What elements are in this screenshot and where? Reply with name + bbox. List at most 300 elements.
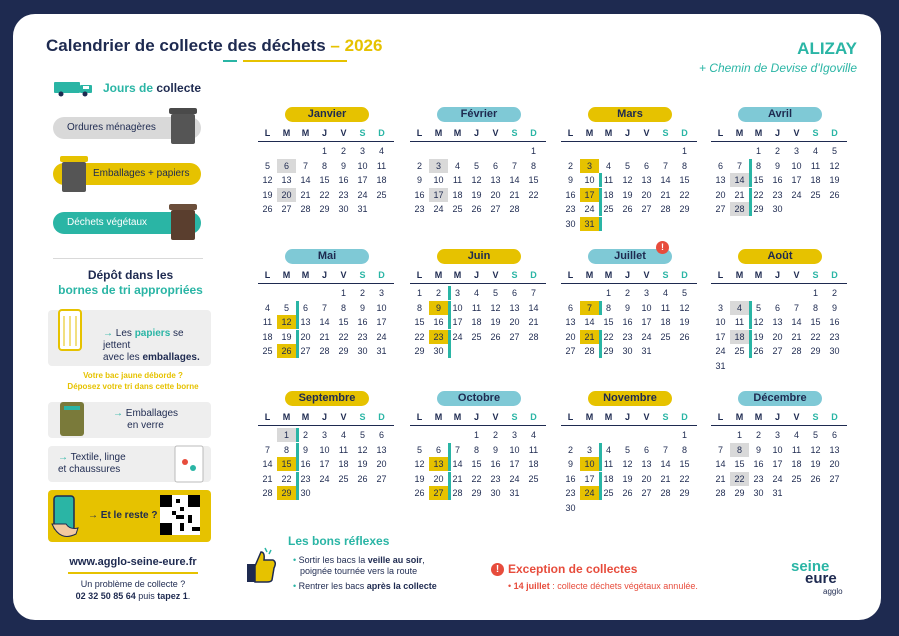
calendar-day: 11 [734, 317, 745, 327]
weekday-header: S [511, 128, 518, 138]
calendar-day: 25 [376, 189, 387, 200]
divider [53, 258, 203, 259]
calendar-day: 5 [624, 160, 630, 171]
calendar-day: 22 [810, 331, 821, 342]
calendar-day: 3 [454, 288, 460, 298]
calendar-day: 19 [622, 473, 633, 484]
jours-label-b: collecte [156, 81, 202, 95]
qr-code-icon[interactable] [160, 495, 200, 535]
month-2 [561, 107, 701, 242]
calendar-day: 6 [511, 288, 517, 298]
calendar-day: 15 [810, 317, 821, 327]
calendar-day: 20 [376, 459, 387, 469]
calendar-day: 20 [772, 331, 783, 342]
calendar-day: 21 [319, 331, 330, 342]
calendar-day: 23 [357, 331, 368, 342]
calendar-day: 1 [473, 430, 479, 440]
month-9 [410, 391, 550, 526]
header-rule [711, 283, 847, 284]
calendar-day: 29 [414, 346, 425, 356]
calendar-day: 5 [264, 160, 270, 171]
papiers-c: se jettent [103, 328, 184, 351]
page-title [46, 36, 382, 56]
calendar-day: 22 [338, 331, 349, 342]
calendar-day: 28 [730, 202, 749, 216]
phone-number[interactable]: 02 32 50 85 64 [75, 591, 136, 601]
calendar-day: 30 [622, 346, 633, 356]
papiers-d: avec les [103, 352, 140, 363]
calendar-day: 8 [321, 160, 327, 171]
calendar-day: 18 [262, 331, 273, 342]
calendar-day: 28 [584, 346, 595, 356]
textile-line-2: et chaussures [58, 464, 121, 475]
calendar-day: 31 [509, 488, 520, 498]
calendar-day: 12 [471, 175, 482, 185]
calendar-day: 4 [473, 288, 479, 298]
calendar-day: 3 [429, 159, 448, 173]
weekday-header: D [378, 128, 385, 138]
warn-line-2: Déposez votre tri dans cette borne [67, 382, 199, 391]
calendar-day: 1 [681, 146, 687, 156]
weekday-header: M [735, 412, 744, 422]
calendar-day: 24 [584, 204, 595, 214]
calendar-day: 8 [530, 160, 536, 171]
calendar-day: 28 [660, 204, 671, 214]
weekday-header: L [567, 128, 574, 138]
weekday-header: S [812, 128, 819, 138]
vegetaux-marker [599, 217, 602, 231]
calendar-day: 10 [715, 317, 726, 327]
seine-eure-logo [791, 560, 855, 600]
weekday-header: M [585, 270, 594, 280]
calendar-day: 18 [810, 175, 821, 185]
calendar-day: 7 [717, 444, 723, 455]
calendar-day: 24 [433, 204, 444, 214]
title-underline-yellow [243, 60, 347, 62]
weekday-header: M [585, 128, 594, 138]
calendar-day: 12 [810, 444, 821, 455]
weekday-header: S [662, 270, 669, 280]
exception-alert-icon: ! [656, 241, 669, 254]
logo-line-3: agglo [823, 587, 843, 596]
calendar-day: 6 [378, 430, 384, 440]
calendar-day: 6 [567, 302, 573, 313]
calendar-day: 1 [736, 430, 742, 440]
weekday-header: D [530, 270, 537, 280]
calendar-day: 2 [492, 430, 498, 440]
calendar-day: 8 [340, 302, 346, 313]
calendar-day: 4 [662, 288, 668, 298]
bullet: • [293, 581, 297, 591]
calendar-day: 24 [319, 473, 330, 484]
calendar-day: 28 [791, 346, 802, 356]
weekday-header: M [301, 128, 310, 138]
calendar-day: 26 [829, 189, 840, 200]
calendar-day: 15 [528, 175, 539, 185]
calendar-day: 28 [262, 488, 273, 498]
weekday-header: S [359, 128, 366, 138]
weekday-header: V [643, 412, 650, 422]
weekday-header: V [340, 412, 347, 422]
reste-label: Et le reste ? [100, 510, 158, 521]
contact-line-1: Un problème de collecte ? [80, 579, 186, 589]
bullet: • [508, 581, 512, 591]
weekday-header: S [662, 412, 669, 422]
calendar-day: 27 [509, 331, 520, 342]
calendar-day: 25 [603, 488, 614, 498]
header-rule [711, 425, 847, 426]
textile-line-1: Textile, linge [70, 452, 126, 463]
calendar-day: 2 [831, 288, 837, 298]
calendar-day: 18 [603, 189, 614, 200]
calendar-day: 20 [641, 189, 652, 200]
calendar-day: 17 [509, 459, 520, 469]
calendar-day: 8 [681, 160, 687, 171]
calendar-day: 9 [567, 459, 573, 469]
bons-a1: Sortir les bacs la [298, 555, 366, 565]
glass-container-icon [58, 398, 86, 440]
calendar-day: 10 [433, 175, 444, 185]
calendar-day: 16 [338, 175, 349, 185]
weekday-header: M [604, 412, 613, 422]
weekday-header: V [492, 128, 499, 138]
weekday-header: J [774, 128, 780, 138]
calendar-day: 10 [580, 457, 599, 471]
calendar-day: 20 [565, 331, 576, 342]
calendar-day: 30 [772, 204, 783, 214]
calendar-day: 7 [662, 444, 668, 455]
calendar-day: 29 [603, 346, 614, 356]
calendar-day: 4 [730, 301, 749, 315]
contact-tapez: tapez 1 [157, 591, 188, 601]
month-7 [711, 249, 851, 384]
calendar-day: 11 [262, 317, 273, 327]
calendar-day: 13 [300, 317, 311, 327]
calendar-day: 1 [340, 288, 346, 298]
calendar-day: 8 [755, 160, 761, 171]
month-label: Septembre [285, 391, 369, 406]
calendar-day: 19 [829, 175, 840, 185]
calendar-day: 1 [321, 146, 327, 156]
calendar-day: 24 [580, 486, 599, 500]
weekday-header: M [434, 270, 443, 280]
calendar-day: 1 [416, 288, 422, 298]
calendar-day: 15 [753, 175, 764, 185]
header-rule [711, 141, 847, 142]
calendar-day: 6 [435, 444, 441, 455]
calendar-day: 19 [414, 473, 425, 484]
calendar-day: 5 [681, 288, 687, 298]
phone-hand-icon [50, 494, 82, 542]
weekday-header: L [567, 270, 574, 280]
calendar-day: 18 [791, 459, 802, 469]
calendar-day: 27 [772, 346, 783, 356]
legend-ordures-label: Ordures ménagères [67, 122, 156, 133]
calendar-day: 12 [414, 459, 425, 469]
arrow-icon: → [58, 452, 68, 463]
weekday-header: V [340, 128, 347, 138]
calendar-day: 31 [715, 360, 726, 371]
calendar-day: 29 [810, 346, 821, 356]
weekday-header: M [585, 412, 594, 422]
calendar-day: 12 [277, 315, 296, 329]
calendar-day: 25 [603, 204, 614, 214]
calendar-day: 1 [277, 428, 296, 442]
header-rule [258, 283, 394, 284]
calendar-day: 27 [641, 488, 652, 498]
calendar-day: 4 [812, 146, 818, 156]
calendar-day: 19 [262, 189, 273, 200]
calendar-day: 12 [357, 444, 368, 455]
calendar-day: 21 [300, 189, 311, 200]
calendar-day: 18 [528, 459, 539, 469]
calendar-day: 5 [359, 430, 365, 440]
calendar-day: 11 [603, 459, 614, 469]
calendar-day: 21 [452, 473, 463, 484]
logo-line-2: eure [805, 570, 837, 587]
calendar-day: 3 [793, 146, 799, 156]
calendar-day: 30 [338, 204, 349, 214]
reste-box [48, 490, 211, 542]
calendar-day: 8 [473, 444, 479, 455]
calendar-day: 18 [471, 317, 482, 327]
calendar-day: 13 [829, 444, 840, 455]
month-label: Avril [738, 107, 822, 122]
calendar-day: 4 [340, 430, 346, 440]
weekday-header: V [340, 270, 347, 280]
calendar-day: 7 [662, 160, 668, 171]
weekday-header: D [831, 270, 838, 280]
calendar-day: 20 [433, 473, 444, 484]
depot-line-1: Dépôt dans les [87, 268, 174, 282]
calendar-day: 23 [565, 204, 576, 214]
calendar-day: 27 [641, 204, 652, 214]
calendar-day: 23 [622, 331, 633, 342]
calendar-day: 17 [580, 188, 599, 202]
month-label: Novembre [588, 391, 672, 406]
yellow-bin-icon [59, 154, 89, 194]
calendar-day: 12 [622, 459, 633, 469]
verre-text [113, 408, 178, 432]
weekday-header: L [416, 270, 423, 280]
jours-label-a: Jours de [103, 81, 154, 95]
weekday-header: D [681, 128, 688, 138]
calendar-day: 26 [810, 473, 821, 484]
weekday-header: S [812, 412, 819, 422]
contact-period: . [187, 591, 191, 601]
calendar-day: 5 [473, 160, 479, 171]
calendar-day: 17 [429, 188, 448, 202]
calendar-day: 23 [338, 189, 349, 200]
weekday-header: V [793, 270, 800, 280]
header-rule [410, 425, 546, 426]
weekday-header: L [264, 412, 271, 422]
calendar-day: 27 [829, 473, 840, 484]
calendar-day: 23 [490, 473, 501, 484]
calendar-day: 15 [679, 459, 690, 469]
calendar-day: 17 [452, 317, 463, 327]
weekday-header: M [301, 270, 310, 280]
calendar-day: 3 [321, 430, 327, 440]
exception-item [508, 581, 698, 591]
calendar-day: 6 [492, 160, 498, 171]
month-label: Juillet [588, 249, 672, 264]
calendar-day: 5 [416, 444, 422, 455]
calendar-day: 13 [376, 444, 387, 455]
calendar-day: 4 [530, 430, 536, 440]
calendar-day: 15 [319, 175, 330, 185]
depot-heading [53, 268, 208, 298]
calendar-day: 11 [338, 444, 349, 455]
bons-b2: après la collecte [366, 581, 437, 591]
vegetaux-marker [448, 344, 451, 358]
month-5 [410, 249, 550, 384]
calendar-day: 16 [490, 459, 501, 469]
weekday-header: J [624, 128, 630, 138]
calendar-day: 18 [730, 330, 749, 344]
header-rule [561, 141, 697, 142]
weekday-header: J [774, 412, 780, 422]
calendar-day: 15 [603, 317, 614, 327]
calendar-day: 10 [452, 302, 463, 313]
calendar-day: 22 [679, 189, 690, 200]
thumbs-up-icon [243, 546, 279, 586]
calendar-day: 5 [812, 430, 818, 440]
calendar-day: 30 [357, 346, 368, 356]
calendar-day: 22 [730, 472, 749, 486]
website-link[interactable]: www.agglo-seine-eure.fr [69, 556, 197, 568]
bons-reflexes-title: Les bons réflexes [288, 534, 390, 548]
calendar-page [13, 14, 881, 620]
calendar-day: 26 [622, 204, 633, 214]
calendar-day: 13 [429, 457, 448, 471]
calendar-day: 28 [319, 346, 330, 356]
brown-bin-icon [168, 202, 198, 242]
calendar-day: 5 [492, 288, 498, 298]
weekday-header: J [624, 270, 630, 280]
collection-days-title [103, 81, 201, 95]
calendar-day: 26 [622, 488, 633, 498]
calendar-day: 18 [338, 459, 349, 469]
calendar-day: 15 [679, 175, 690, 185]
weekday-header: S [359, 412, 366, 422]
calendar-day: 30 [565, 502, 576, 513]
weekday-header: L [567, 412, 574, 422]
calendar-day: 20 [490, 189, 501, 200]
calendar-day: 28 [300, 204, 311, 214]
bons-item-1 [293, 555, 437, 577]
calendar-day: 26 [262, 204, 273, 214]
calendar-day: 4 [605, 160, 611, 171]
calendar-day: 21 [660, 473, 671, 484]
calendar-day: 24 [715, 346, 726, 356]
month-label: Mars [588, 107, 672, 122]
calendar-day: 2 [624, 288, 630, 298]
calendar-day: 10 [319, 444, 330, 455]
calendar-day: 23 [772, 189, 783, 200]
calendar-day: 17 [641, 317, 652, 327]
calendar-day: 25 [452, 204, 463, 214]
calendar-day: 11 [452, 175, 463, 185]
calendar-day: 6 [277, 159, 296, 173]
month-label: Février [437, 107, 521, 122]
calendar-day: 26 [471, 204, 482, 214]
weekday-header: S [812, 270, 819, 280]
month-label: Août [738, 249, 822, 264]
calendar-day: 21 [734, 189, 745, 200]
title-main: Calendrier de collecte des déchets [46, 36, 326, 55]
weekday-header: M [604, 270, 613, 280]
calendar-day: 13 [641, 175, 652, 185]
header-rule [561, 425, 697, 426]
calendar-day: 26 [277, 344, 296, 358]
calendar-day: 23 [565, 488, 576, 498]
weekday-header: S [511, 270, 518, 280]
calendar-day: 8 [283, 444, 289, 455]
weekday-header: L [717, 270, 724, 280]
calendar-day: 21 [528, 317, 539, 327]
calendar-day: 14 [730, 173, 749, 187]
exception-date: 14 juillet [513, 581, 550, 591]
collection-days-legend [53, 77, 203, 99]
calendar-day: 16 [565, 473, 576, 484]
calendar-day: 15 [471, 459, 482, 469]
textile-box [48, 446, 211, 482]
calendar-day: 3 [717, 302, 723, 313]
calendar-day: 16 [357, 317, 368, 327]
calendar-day: 25 [528, 473, 539, 484]
calendar-day: 29 [753, 204, 764, 214]
contact-info [53, 578, 213, 602]
calendar-day: 11 [810, 160, 821, 171]
calendar-day: 10 [772, 444, 783, 455]
calendar-day: 6 [643, 444, 649, 455]
weekday-header: M [453, 270, 462, 280]
calendar-day: 20 [829, 459, 840, 469]
calendar-day: 24 [509, 473, 520, 484]
calendar-day: 2 [774, 146, 780, 156]
calendar-day: 14 [715, 459, 726, 469]
month-label: Décembre [738, 391, 822, 406]
calendar-day: 21 [580, 330, 599, 344]
depot-line-2: bornes de tri appropriées [58, 283, 203, 297]
header-rule [561, 283, 697, 284]
calendar-day: 2 [302, 430, 308, 440]
weekday-header: J [473, 412, 479, 422]
title-dash: – [330, 36, 340, 55]
calendar-day: 31 [772, 488, 783, 498]
month-1 [410, 107, 550, 242]
weekday-header: M [604, 128, 613, 138]
calendar-day: 25 [791, 473, 802, 484]
calendar-day: 11 [376, 160, 387, 171]
calendar-day: 26 [490, 331, 501, 342]
calendar-day: 30 [433, 346, 444, 356]
arrow-icon: → [88, 510, 98, 521]
bons-b1: Rentrer les bacs [298, 581, 365, 591]
calendar-day: 30 [829, 346, 840, 356]
weekday-header: M [735, 128, 744, 138]
calendar-day: 25 [471, 331, 482, 342]
calendar-day: 18 [376, 175, 387, 185]
calendar-day: 16 [300, 459, 311, 469]
textile-container-icon [173, 444, 205, 484]
calendar-day: 20 [715, 189, 726, 200]
calendar-day: 22 [281, 473, 292, 484]
calendar-day: 16 [433, 317, 444, 327]
calendar-day: 6 [774, 302, 780, 313]
calendar-day: 27 [429, 486, 448, 500]
